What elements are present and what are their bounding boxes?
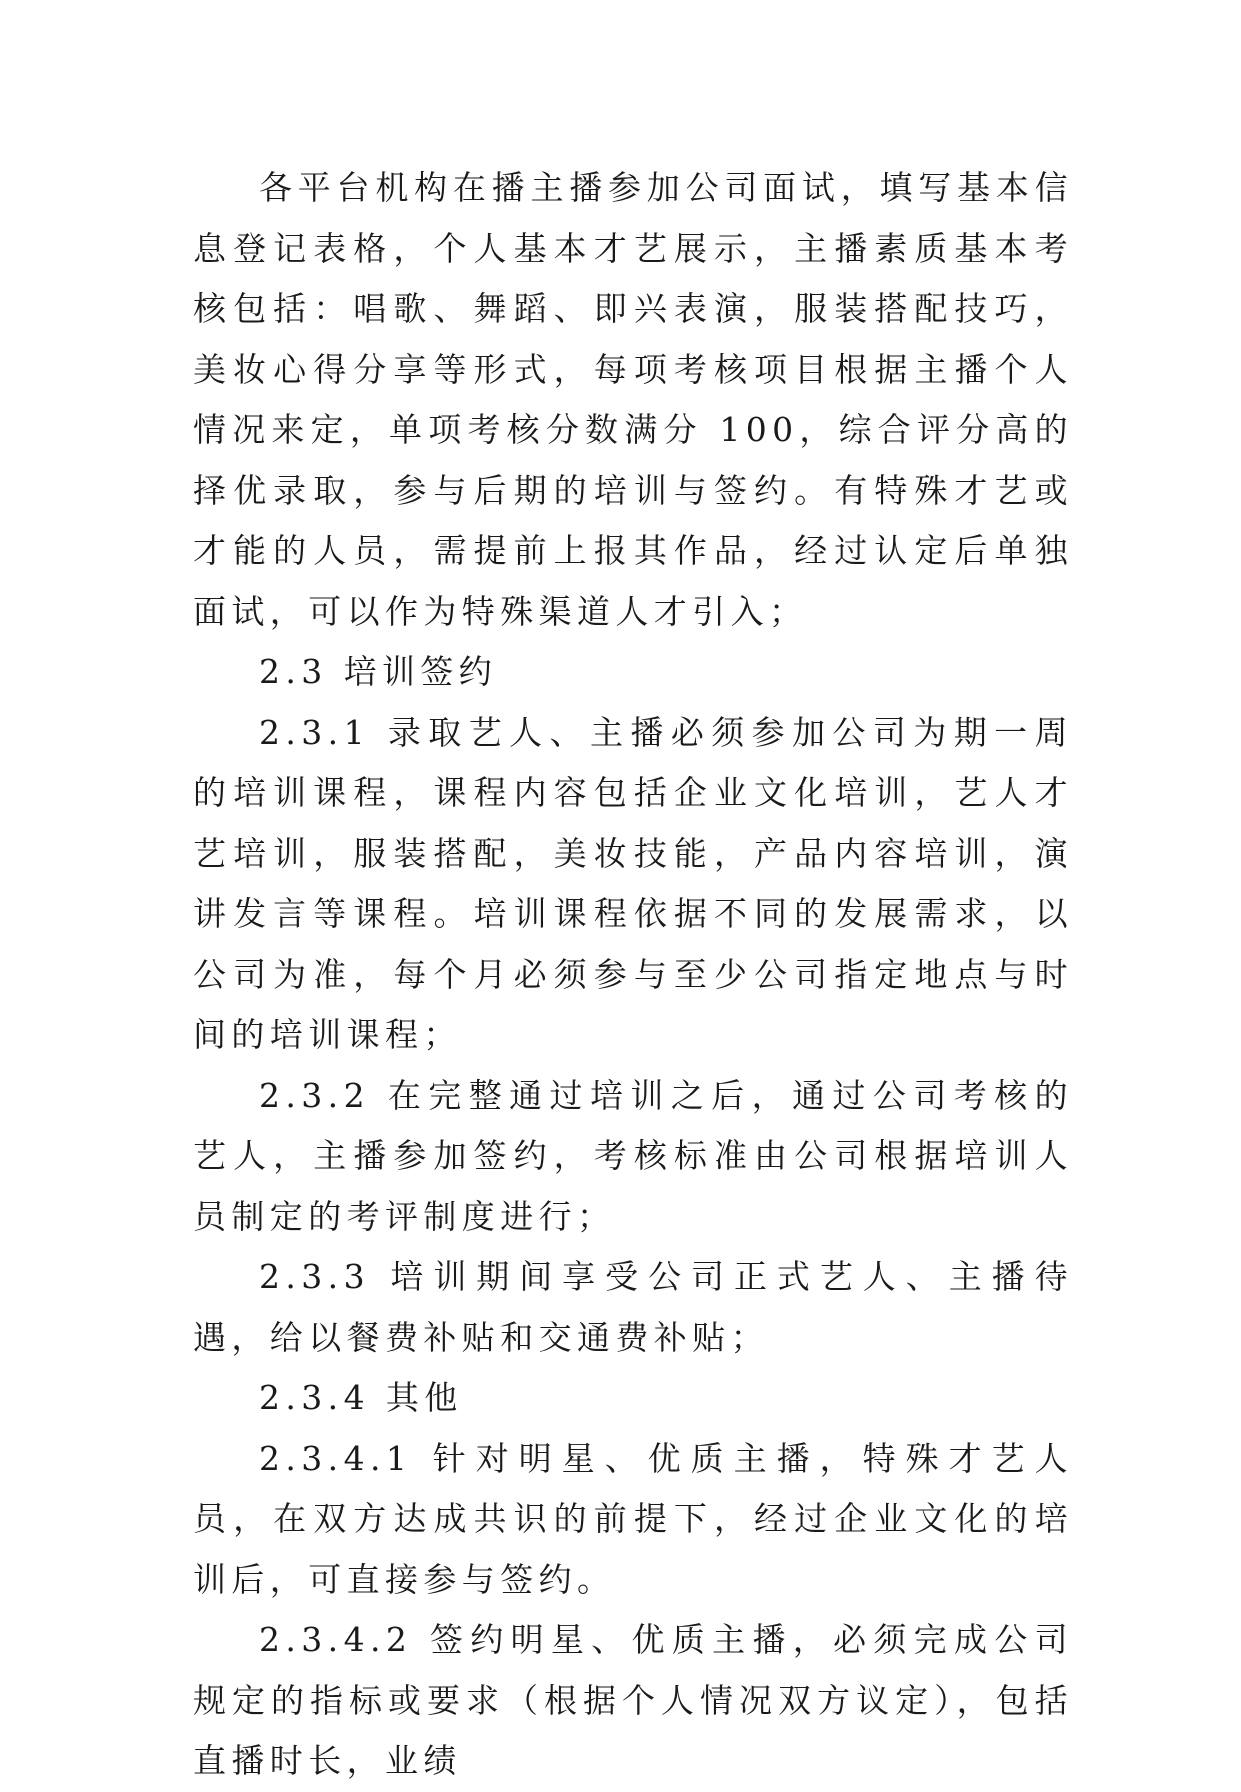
paragraph-2-3-4-2: 2.3.4.2 签约明星、优质主播，必须完成公司规定的指标或要求（根据个人情况双方议定），包括直播时长，业绩 bbox=[193, 1620, 1073, 1780]
paragraph-audition-requirements: 各平台机构在播主播参加公司面试，填写基本信息登记表格，个人基本才艺展示，主播素质基本考核包括：唱歌、舞蹈、即兴表演，服装搭配技巧，美妆心得分享等形式，每项考核项目根据主播个人情况来定，单项考核分数满分 100，综合评分高的择优录取，参与后期的培训与签约。有特殊才艺或才能的人员，需提前上报其作品，经过认定后单独面试，可以作为特殊渠道人才引入； bbox=[193, 168, 1073, 631]
document-body bbox=[193, 158, 1073, 1792]
section-heading-training-signing: 2.3 培训签约 bbox=[259, 652, 498, 691]
paragraph-2-3-2: 2.3.2 在完整通过培训之后，通过公司考核的艺人，主播参加签约，考核标准由公司根据培训人员制定的考评制度进行； bbox=[193, 1075, 1073, 1236]
subsection-heading-other: 2.3.4 其他 bbox=[259, 1378, 463, 1417]
paragraph-2-3-4-1: 2.3.4.1 针对明星、优质主播，特殊才艺人员，在双方达成共识的前提下，经过企业文化的培训后，可直接参与签约。 bbox=[193, 1438, 1073, 1599]
paragraph-2-3-1: 2.3.1 录取艺人、主播必须参加公司为期一周的培训课程，课程内容包括企业文化培训，艺人才艺培训，服装搭配，美妆技能，产品内容培训，演讲发言等课程。培训课程依据不同的发展需求，以公司为准，每个月必须参与至少公司指定地点与时间的培训课程； bbox=[193, 712, 1073, 1054]
paragraph-2-3-3: 2.3.3 培训期间享受公司正式艺人、主播待遇，给以餐费补贴和交通费补贴； bbox=[193, 1257, 1073, 1357]
